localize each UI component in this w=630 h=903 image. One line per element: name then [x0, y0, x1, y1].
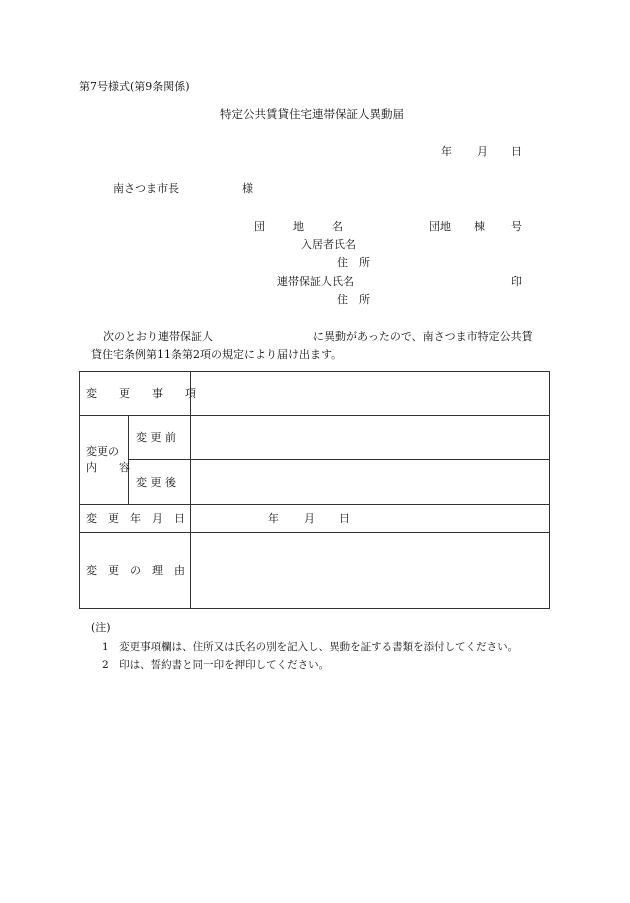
- date-day-label: 日: [511, 145, 522, 158]
- notes-heading: (注): [91, 621, 111, 634]
- change-item-label: 変 更 事 項: [86, 387, 196, 400]
- after-change-field[interactable]: [191, 460, 549, 504]
- danchi-name-label: 団 地 名: [254, 220, 345, 233]
- change-content-label-top: 変更の: [86, 445, 119, 458]
- body-text-line1-part2: に異動があったので、南さつま市特定公共賃: [313, 330, 533, 343]
- change-reason-field[interactable]: [191, 533, 549, 608]
- form-number: 第7号様式(第9条関係): [79, 80, 190, 93]
- addressee-name: 南さつま市長: [113, 182, 179, 195]
- date-year-label: 年: [441, 145, 452, 158]
- change-date-year: 年: [268, 512, 279, 525]
- guarantor-name-label: 連帯保証人氏名: [277, 275, 354, 288]
- change-content-label-bottom: 内 容: [86, 461, 130, 474]
- addressee-honorific: 様: [242, 182, 253, 195]
- danchi-suffix: 団地: [429, 220, 451, 233]
- guarantor-address-label: 住 所: [337, 293, 370, 306]
- change-date-day: 日: [339, 512, 350, 525]
- body-text-line2: 貸住宅条例第11条第2項の規定により届け出ます。: [91, 348, 343, 361]
- before-change-field[interactable]: [191, 416, 549, 459]
- note-item: 1 変更事項欄は、住所又は氏名の別を記入し、異動を証する書類を添付してください。: [102, 641, 519, 653]
- unit-number-label: 号: [511, 220, 522, 233]
- change-date-month: 月: [304, 512, 315, 525]
- table-row-divider: [80, 504, 549, 505]
- building-label: 棟: [474, 220, 485, 233]
- change-details-table: [79, 371, 550, 609]
- seal-mark: 印: [511, 275, 522, 288]
- document-title: 特定公共賃貸住宅連帯保証人異動届: [220, 107, 404, 121]
- after-change-label: 変 更 後: [136, 476, 176, 489]
- note-item: 2 印は、誓約書と同一印を押印してください。: [102, 659, 330, 671]
- body-text-line1-part1: 次のとおり連帯保証人: [103, 330, 213, 343]
- change-date-label: 変 更 年 月 日: [86, 512, 185, 525]
- change-reason-label: 変 更 の 理 由: [86, 564, 185, 577]
- before-change-label: 変 更 前: [136, 431, 176, 444]
- change-item-field[interactable]: [191, 372, 549, 415]
- resident-name-label: 入居者氏名: [301, 238, 356, 251]
- resident-address-label: 住 所: [337, 256, 370, 269]
- date-month-label: 月: [477, 145, 488, 158]
